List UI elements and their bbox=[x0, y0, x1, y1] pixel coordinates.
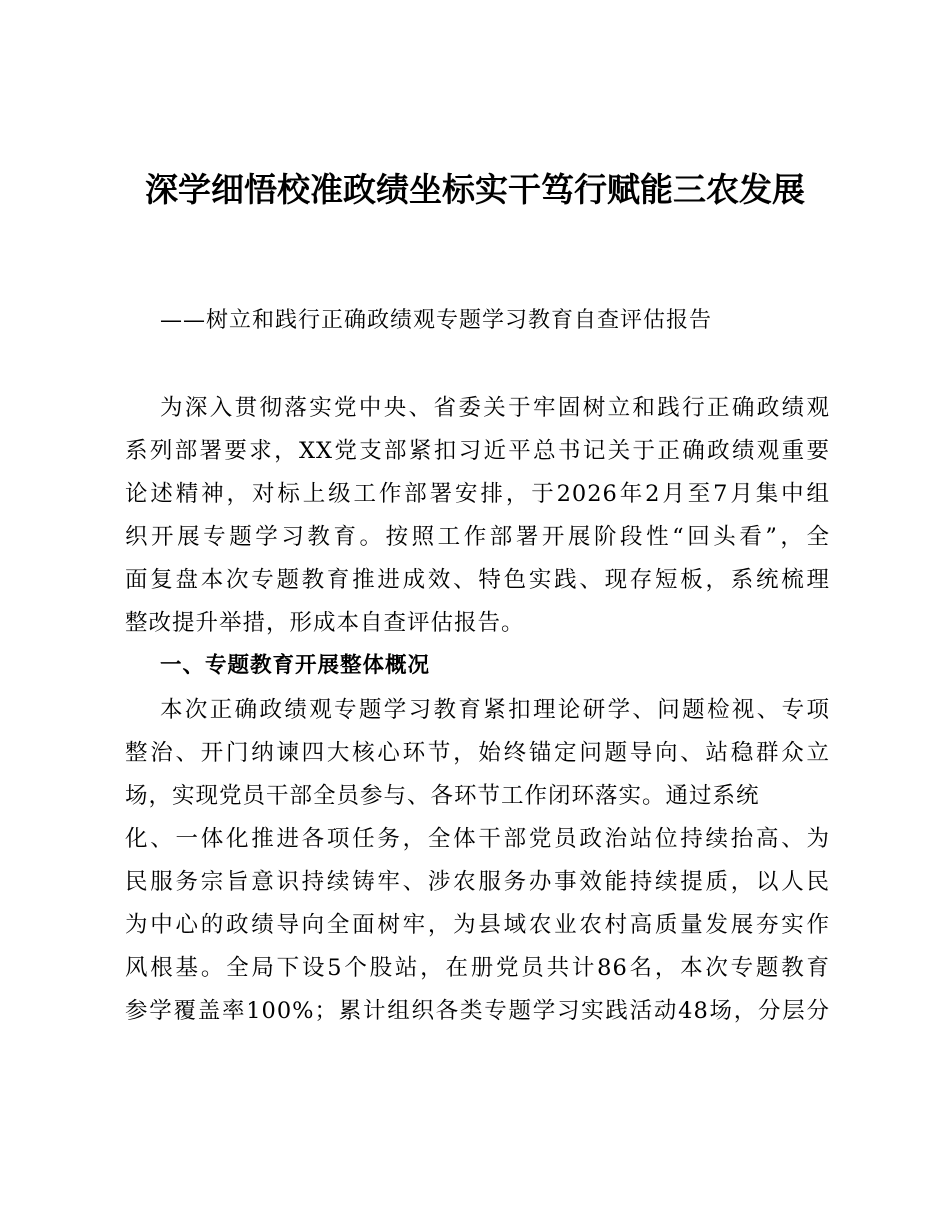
paragraph-line: 整改提升举措，形成本自查评估报告。 bbox=[125, 610, 525, 636]
paragraph-line: 织开展专题学习教育。按照工作部署开展阶段性“回头看”，全 bbox=[125, 524, 830, 550]
paragraph-line: 为中心的政绩导向全面树牢，为县域农业农村高质量发展夯实作 bbox=[125, 912, 830, 938]
paragraph-line: 本次正确政绩观专题学习教育紧扣理论研学、问题检视、专项 bbox=[160, 697, 830, 723]
paragraph-line: 论述精神，对标上级工作部署安排，于2026年2月至7月集中组 bbox=[125, 481, 830, 507]
paragraph-line: 民服务宗旨意识持续铸牢、涉农服务办事效能持续提质，以人民 bbox=[125, 869, 830, 895]
document-subtitle: ——树立和践行正确政绩观专题学习教育自查评估报告 bbox=[160, 308, 713, 333]
document-title: 深学细悟校准政绩坐标实干笃行赋能三农发展 bbox=[145, 170, 805, 209]
section-heading: 一、专题教育开展整体概况 bbox=[160, 653, 431, 678]
paragraph-line: 场，实现党员干部全员参与、各环节工作闭环落实。通过系统 bbox=[125, 783, 760, 809]
paragraph-line: 风根基。全局下设5个股站，在册党员共计86名，本次专题教育 bbox=[125, 955, 830, 981]
paragraph-line: 面复盘本次专题教育推进成效、特色实践、现存短板，系统梳理 bbox=[125, 567, 830, 593]
paragraph-line: 参学覆盖率100%；累计组织各类专题学习实践活动48场，分层分 bbox=[125, 998, 830, 1024]
paragraph-line: 整治、开门纳谏四大核心环节，始终锚定问题导向、站稳群众立 bbox=[125, 740, 830, 766]
paragraph-line: 为深入贯彻落实党中央、省委关于牢固树立和践行正确政绩观 bbox=[160, 395, 830, 421]
paragraph-line: 化、一体化推进各项任务，全体干部党员政治站位持续抬高、为 bbox=[125, 826, 830, 852]
paragraph-line: 系列部署要求，XX党支部紧扣习近平总书记关于正确政绩观重要 bbox=[125, 438, 830, 464]
